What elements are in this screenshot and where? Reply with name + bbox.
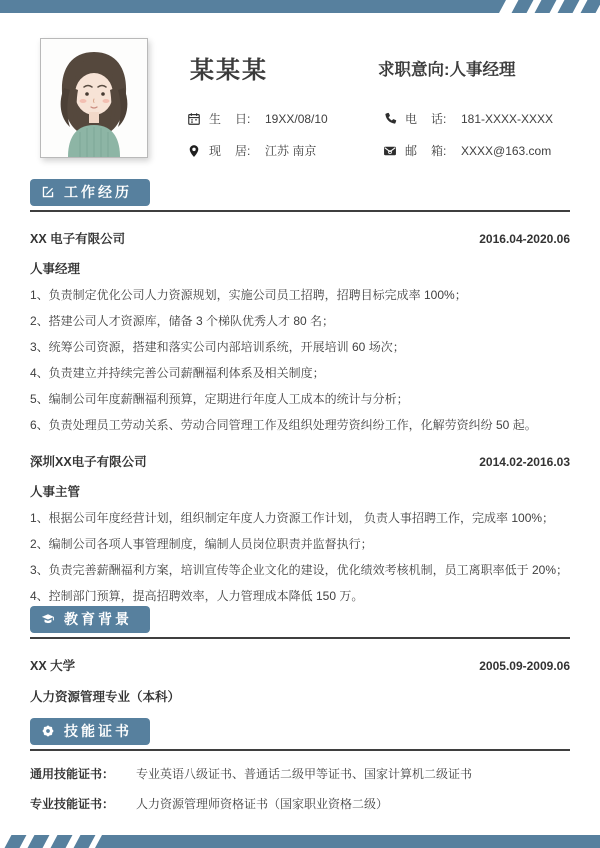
job-entry bbox=[30, 452, 570, 604]
info-label: 箱: bbox=[431, 144, 447, 158]
section-divider bbox=[30, 749, 570, 751]
section-title: 工作经历 bbox=[64, 184, 132, 200]
location-icon bbox=[187, 144, 201, 158]
bottom-bar-solid bbox=[95, 835, 600, 848]
job-bullet: 1、根据公司年度经营计划，组织制定年度人力资源工作计划， 负责人事招聘工作，完成率 100%； bbox=[30, 511, 555, 525]
info-label: 生 bbox=[209, 112, 222, 126]
job-role: 人事主管 bbox=[30, 485, 81, 499]
job-bullet: 2、搭建公司人才资源库，储备 3 个梯队优秀人才 80 名； bbox=[30, 314, 335, 328]
job-bullet: 2、编制公司各项人事管理制度，编制人员岗位职责并监督执行； bbox=[30, 537, 373, 551]
info-phone bbox=[383, 110, 553, 127]
info-value: 江苏 南京 bbox=[265, 144, 317, 158]
bottom-decor-bar bbox=[0, 835, 600, 848]
info-birthday bbox=[187, 110, 328, 127]
job-company: XX 电子有限公司 bbox=[30, 232, 126, 246]
skill-value: 专业英语八级证书、普通话二级甲等证书、国家计算机二级证书 bbox=[136, 767, 473, 781]
section-work-experience bbox=[30, 179, 570, 604]
top-decor-bar bbox=[0, 0, 600, 13]
info-label: 现 bbox=[209, 144, 222, 158]
section-divider bbox=[30, 210, 570, 212]
skill-value: 人力资源管理师资格证书（国家职业资格二级） bbox=[136, 797, 389, 811]
section-skills bbox=[30, 718, 570, 812]
gear-icon bbox=[41, 724, 55, 738]
info-email bbox=[383, 142, 551, 159]
info-label: 日: bbox=[235, 112, 251, 126]
info-value: 19XX/08/10 bbox=[265, 111, 328, 126]
job-date: 2016.04-2020.06 bbox=[479, 232, 570, 246]
skill-row bbox=[30, 797, 570, 812]
job-bullets bbox=[30, 288, 570, 433]
info-label: 居: bbox=[235, 144, 251, 158]
top-bar-solid bbox=[0, 0, 506, 13]
job-bullet: 4、负责建立并持续完善公司薪酬福利体系及相关制度； bbox=[30, 366, 325, 380]
education-school: XX 大学 bbox=[30, 659, 76, 673]
info-residence bbox=[187, 142, 316, 159]
info-label: 话: bbox=[431, 112, 447, 126]
info-label: 邮 bbox=[405, 144, 418, 158]
job-bullets bbox=[30, 511, 570, 604]
calendar-icon bbox=[187, 112, 201, 126]
job-entry bbox=[30, 229, 570, 433]
education-date: 2005.09-2009.06 bbox=[479, 659, 570, 673]
avatar-illustration bbox=[41, 39, 147, 157]
candidate-name: 某某某 bbox=[190, 57, 268, 84]
section-education bbox=[30, 606, 570, 705]
section-divider bbox=[30, 637, 570, 639]
job-header bbox=[30, 229, 570, 247]
job-bullet: 3、统筹公司资源，搭建和落实公司内部培训系统，开展培训 60 场次； bbox=[30, 340, 405, 354]
education-major: 人力资源管理专业（本科） bbox=[30, 690, 181, 704]
section-badge-work bbox=[30, 179, 150, 206]
skill-row bbox=[30, 767, 570, 782]
skill-label: 通用技能证书： bbox=[30, 767, 115, 781]
info-label: 电 bbox=[405, 112, 418, 126]
section-badge-skills bbox=[30, 718, 150, 745]
job-role: 人事经理 bbox=[30, 262, 81, 276]
job-bullet: 6、负责处理员工劳动关系、劳动合同管理工作及组织处理劳资纠纷工作，化解劳资纠纷 50 起。 bbox=[30, 418, 537, 432]
job-date: 2014.02-2016.03 bbox=[479, 455, 570, 469]
job-bullet: 1、负责制定优化公司人力资源规划，实施公司员工招聘，招聘目标完成率 100%； bbox=[30, 288, 467, 302]
info-value: XXXX@163.com bbox=[461, 143, 552, 158]
phone-icon bbox=[383, 112, 397, 126]
job-bullet: 5、编制公司年度薪酬福利预算，定期进行年度人工成本的统计与分析； bbox=[30, 392, 409, 406]
job-objective: 求职意向:人事经理 bbox=[378, 61, 516, 79]
skill-label: 专业技能证书： bbox=[30, 797, 115, 811]
graduation-cap-icon bbox=[41, 612, 55, 626]
top-bar-stripes bbox=[515, 0, 600, 13]
job-bullet: 4、控制部门预算，提高招聘效率，人力管理成本降低 150 万。 bbox=[30, 589, 364, 603]
education-header bbox=[30, 656, 570, 674]
bottom-bar-stripes bbox=[8, 835, 92, 848]
job-bullet: 3、负责完善薪酬福利方案，培训宣传等企业文化的建设，优化绩效考核机制，员工离职率低于 20%； bbox=[30, 563, 569, 577]
section-title: 技能证书 bbox=[64, 723, 132, 739]
profile-photo bbox=[40, 38, 148, 158]
job-company: 深圳XX电子有限公司 bbox=[30, 455, 147, 469]
job-header bbox=[30, 452, 570, 470]
mail-icon bbox=[383, 144, 397, 158]
edit-icon bbox=[41, 185, 55, 199]
info-value: 181-XXXX-XXXX bbox=[461, 111, 554, 126]
section-badge-education bbox=[30, 606, 150, 633]
section-title: 教育背景 bbox=[64, 611, 132, 627]
